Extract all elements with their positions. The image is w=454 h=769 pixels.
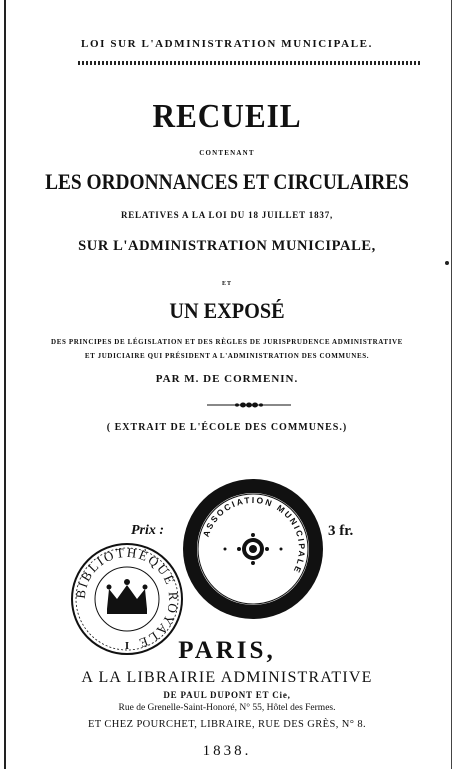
sur-line: SUR L'ADMINISTRATION MUNICIPALE, <box>78 238 376 254</box>
library-stamp-letter: I <box>124 640 130 652</box>
subtitle: LES ORDONNANCES ET CIRCULAIRES <box>45 169 409 194</box>
association-stamp-text: ASSOCIATION MUNICIPALE <box>200 494 308 576</box>
ink-speck <box>445 261 449 265</box>
library-stamp-text: BIBLIOTHÈQUE ROYALE <box>72 544 182 652</box>
principes-line-2: ET JUDICIAIRE QUI PRÉSIDENT A L'ADMINISTRATION DES COMMUNES. <box>84 352 370 360</box>
imprint-year: 1838. <box>202 743 252 759</box>
dotted-rule <box>78 61 420 65</box>
imprint-publisher: A LA LIBRAIRIE ADMINISTRATIVE <box>81 669 373 686</box>
relatives-line: RELATIVES A LA LOI DU 18 JUILLET 1837, <box>120 210 334 220</box>
extrait-line: ( EXTRAIT DE L'ÉCOLE DES COMMUNES.) <box>106 422 348 433</box>
imprint-also: ET CHEZ POURCHET, LIBRAIRE, RUE DES GRÈS, N° 8. <box>87 719 367 730</box>
running-title: LOI SUR L'ADMINISTRATION MUNICIPALE. <box>81 38 373 50</box>
imprint-publisher-name: DE PAUL DUPONT ET Cie, <box>163 690 291 700</box>
expose-title: UN EXPOSÉ <box>169 298 285 323</box>
imprint-city: PARIS, <box>178 637 276 664</box>
et-line: ET <box>221 281 232 287</box>
imprint-address: Rue de Grenelle-Saint-Honoré, N° 55, Hôtel des Fermes. <box>118 703 336 713</box>
price-value: 3 fr. <box>328 523 354 539</box>
price-label: Prix : <box>131 523 165 538</box>
main-title: RECUEIL <box>152 98 302 135</box>
principes-line-1: DES PRINCIPES DE LÉGISLATION ET DES RÈGLES DE JURISPRUDENCE ADMINISTRATIVE <box>51 338 403 346</box>
author-line: PAR M. DE CORMENIN. <box>155 373 299 385</box>
contenant-line: CONTENANT <box>199 149 255 157</box>
association-stamp <box>181 477 325 621</box>
ornament-rule <box>207 401 291 409</box>
